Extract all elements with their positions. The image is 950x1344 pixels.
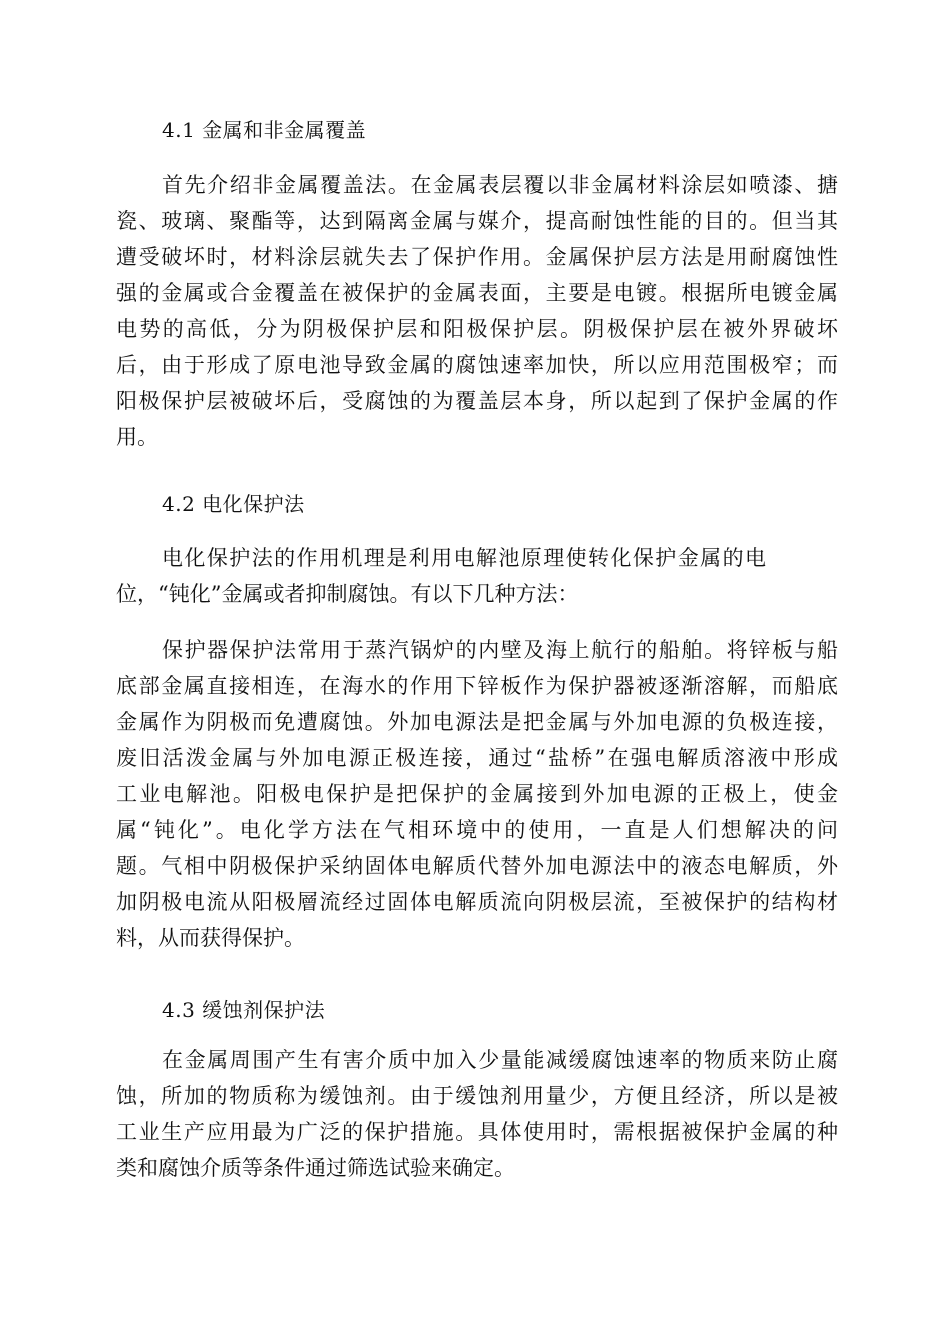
paragraph-line: 保护器保护法常用于蒸汽锅炉的内壁及海上航行的船舶。将锌板与船 [162, 638, 838, 662]
paragraph-line: 工业电解池。阳极电保护是把保护的金属接到外加电源的正极上，使金 [116, 782, 838, 806]
paragraph-line: 用。 [116, 425, 158, 449]
paragraph-line: 金属作为阴极而免遭腐蚀。外加电源法是把金属与外加电源的负极连接， [116, 710, 838, 734]
paragraph-4-2-b [116, 632, 838, 956]
paragraph-4-1-a [116, 167, 838, 455]
paragraph-4-3-a [116, 1042, 838, 1186]
section-heading-4-3: 4.3 缓蚀剂保护法 [162, 998, 326, 1022]
paragraph-line: 强的金属或合金覆盖在被保护的金属表面，主要是电镀。根据所电镀金属 [116, 281, 838, 305]
paragraph-line: 瓷、玻璃、聚酯等，达到隔离金属与媒介，提高耐蚀性能的目的。但当其 [116, 209, 838, 233]
paragraph-line: 属“钝化”。电化学方法在气相环境中的使用，一直是人们想解决的问 [116, 818, 838, 842]
section-heading-4-2: 4.2 电化保护法 [162, 492, 305, 516]
paragraph-line: 类和腐蚀介质等条件通过筛选试验来确定。 [116, 1156, 515, 1180]
paragraph-line: 加阴极电流从阳极層流经过固体电解质流向阴极层流，至被保护的结构材 [116, 890, 838, 914]
paragraph-line: 底部金属直接相连，在海水的作用下锌板作为保护器被逐渐溶解，而船底 [116, 674, 838, 698]
paragraph-line: 料，从而获得保护。 [116, 926, 305, 950]
paragraph-line: 题。气相中阴极保护采纳固体电解质代替外加电源法中的液态电解质，外 [116, 854, 838, 878]
paragraph-line: 废旧活泼金属与外加电源正极连接，通过“盐桥”在强电解质溶液中形成 [116, 746, 838, 770]
paragraph-line: 工业生产应用最为广泛的保护措施。具体使用时，需根据被保护金属的种 [116, 1120, 838, 1144]
paragraph-line: 阳极保护层被破坏后，受腐蚀的为覆盖层本身，所以起到了保护金属的作 [116, 389, 838, 413]
paragraph-line: 电化保护法的作用机理是利用电解池原理使转化保护金属的电 [162, 546, 766, 570]
paragraph-line: 在金属周围产生有害介质中加入少量能减缓腐蚀速率的物质来防止腐 [162, 1048, 838, 1072]
section-heading-4-1: 4.1 金属和非金属覆盖 [162, 118, 367, 142]
paragraph-line: 遭受破坏时，材料涂层就失去了保护作用。金属保护层方法是用耐腐蚀性 [116, 245, 838, 269]
paragraph-4-2-a [116, 540, 766, 612]
paragraph-line: 电势的高低，分为阴极保护层和阳极保护层。阴极保护层在被外界破坏 [116, 317, 838, 341]
paragraph-line: 后，由于形成了原电池导致金属的腐蚀速率加快，所以应用范围极窄；而 [116, 353, 838, 377]
paragraph-line: 蚀，所加的物质称为缓蚀剂。由于缓蚀剂用量少，方便且经济，所以是被 [116, 1084, 838, 1108]
paragraph-line: 首先介绍非金属覆盖法。在金属表层覆以非金属材料涂层如喷漆、搪 [162, 173, 838, 197]
paragraph-line: 位，“钝化”金属或者抑制腐蚀。有以下几种方法： [116, 582, 579, 606]
